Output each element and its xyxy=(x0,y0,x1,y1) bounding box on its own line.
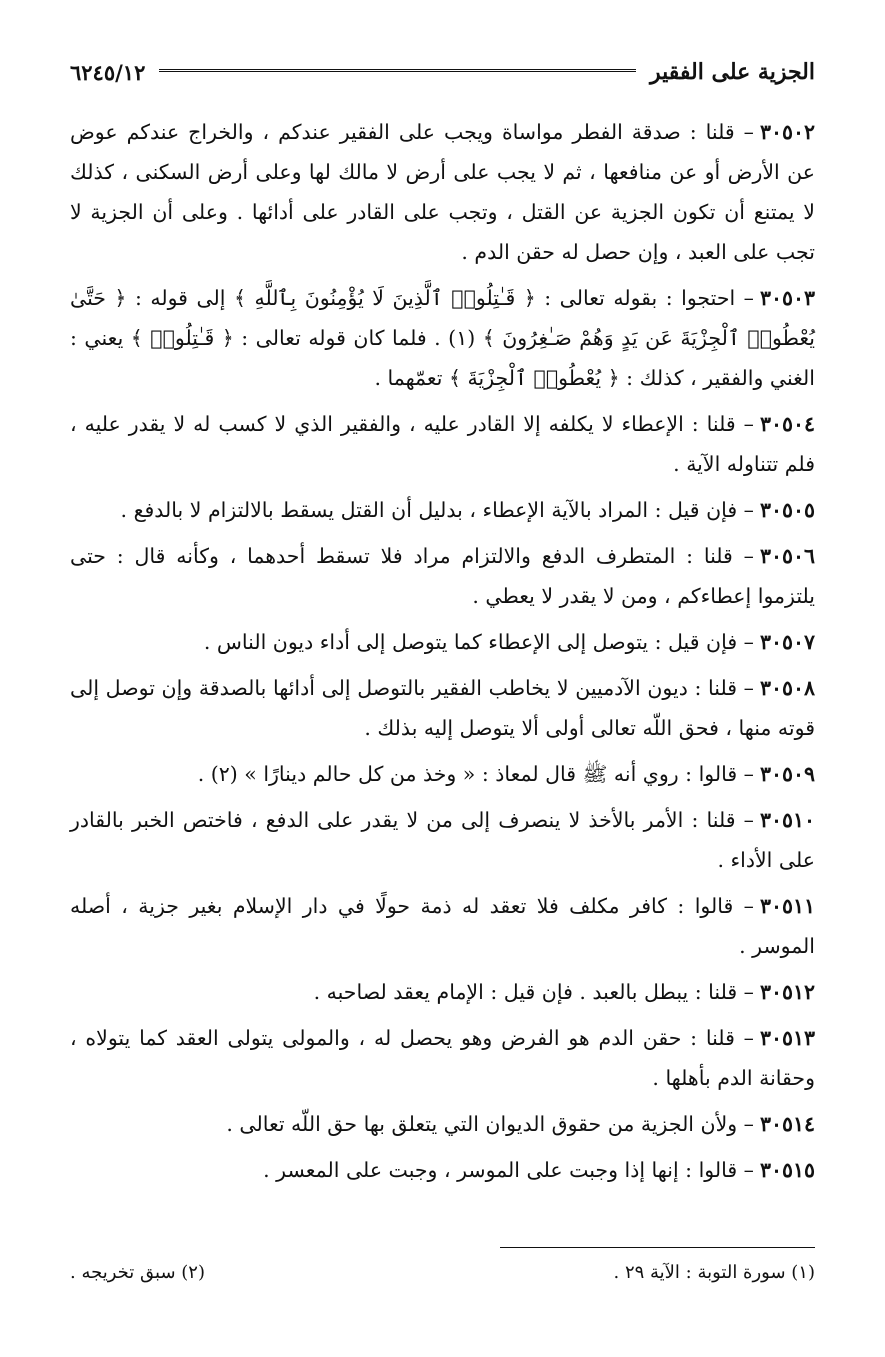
page-reference: ٦٢٤٥/١٢ xyxy=(70,59,146,85)
paragraph xyxy=(70,278,815,398)
paragraph xyxy=(70,1150,815,1190)
paragraph-text: – قلنا : حقن الدم هو الفرض وهو يحصل له ، والمولى يتولى العقد كما يتولاه ، وحقانة الدم بأهلها . xyxy=(70,1026,815,1090)
paragraph-number: ٣٠٥١٤ xyxy=(759,1112,815,1136)
running-title: الجزية على الفقير xyxy=(650,59,815,85)
paragraph xyxy=(70,622,815,662)
paragraph-text: – احتجوا : بقوله تعالى : ﴿ قَـٰتِلُوا۟ ٱلَّذِينَ لَا يُؤْمِنُونَ بِٱللَّهِ ﴾ إلى قوله : ﴿ حَتَّىٰ يُعْطُوا۟ ٱلْجِزْيَةَ عَن يَدٍ وَهُمْ صَـٰغِرُونَ ﴾ (١) . فلما كان قوله تعالى : ﴿ قَـٰتِلُوا۟ ﴾ يعني : الغني والفقير ، كذلك : ﴿ يُعْطُوا۟ ٱلْجِزْيَةَ ﴾ تعمّهما . xyxy=(70,286,816,390)
paragraph xyxy=(70,1018,815,1098)
paragraph-number: ٣٠٥١١ xyxy=(759,894,815,918)
paragraph xyxy=(70,754,815,794)
paragraph-number: ٣٠٥٠٣ xyxy=(759,286,815,310)
paragraph-number: ٣٠٥٠٩ xyxy=(759,762,815,786)
paragraph-text: – قلنا : الأمر بالأخذ لا ينصرف إلى من لا يقدر على الدفع ، فاختص الخبر بالقادر على الأداء . xyxy=(70,808,815,872)
page-header xyxy=(70,52,815,92)
paragraph-number: ٣٠٥٠٦ xyxy=(759,544,815,568)
paragraph-number: ٣٠٥٠٤ xyxy=(759,412,815,436)
header-divider xyxy=(159,69,636,75)
paragraph-number: ٣٠٥١٠ xyxy=(759,808,815,832)
paragraph-number: ٣٠٥١٢ xyxy=(759,980,815,1004)
paragraph-number: ٣٠٥٠٧ xyxy=(759,630,815,654)
footnote-divider xyxy=(500,1247,815,1248)
footnote-1: (١) سورة التوبة : الآية ٢٩ . xyxy=(613,1262,815,1283)
paragraph-text: – قالوا : إنها إذا وجبت على الموسر ، وجبت على المعسر . xyxy=(263,1158,754,1182)
paragraph-number: ٣٠٥٠٨ xyxy=(759,676,815,700)
paragraph-text: – فإن قيل : يتوصل إلى الإعطاء كما يتوصل إلى أداء ديون الناس . xyxy=(203,630,754,654)
paragraph xyxy=(70,800,815,880)
paragraph xyxy=(70,536,815,616)
paragraph-text: – قلنا : الإعطاء لا يكلفه إلا القادر عليه ، والفقير الذي لا كسب له لا يقدر عليه ، فلم تتناوله الآية . xyxy=(70,412,815,476)
paragraph xyxy=(70,490,815,530)
paragraph-number: ٣٠٥٠٥ xyxy=(759,498,815,522)
footnote-2: (٢) سبق تخريجه . xyxy=(70,1262,205,1283)
paragraph-text: – قلنا : ديون الآدميين لا يخاطب الفقير بالتوصل إلى أدائها بالصدقة وإن توصل إلى قوته منها ، فحق اللّه تعالى أولى ألا يتوصل إليه بذلك . xyxy=(70,676,815,740)
footnotes xyxy=(70,1262,815,1283)
page-body xyxy=(70,112,815,1196)
paragraph-text: – قلنا : المتطرف الدفع والالتزام مراد فلا تسقط أحدهما ، وكأنه قال : حتى يلتزموا إعطاءكم ، ومن لا يقدر لا يعطي . xyxy=(70,544,815,608)
paragraph-text: – قلنا : يبطل بالعبد . فإن قيل : الإمام يعقد لصاحبه . xyxy=(313,980,754,1004)
paragraph-text: – قالوا : كافر مكلف فلا تعقد له ذمة حولًا في دار الإسلام بغير جزية ، أصله الموسر . xyxy=(70,894,815,958)
paragraph-number: ٣٠٥١٥ xyxy=(759,1158,815,1182)
paragraph-number: ٣٠٥٠٢ xyxy=(759,120,815,144)
paragraph xyxy=(70,668,815,748)
paragraph-text: – قالوا : روي أنه ﷺ قال لمعاذ : « وخذ من كل حالم دينارًا » (٢) . xyxy=(197,762,754,786)
paragraph xyxy=(70,112,815,272)
paragraph-number: ٣٠٥١٣ xyxy=(759,1026,815,1050)
paragraph-text: – ولأن الجزية من حقوق الديوان التي يتعلق بها حق اللّه تعالى . xyxy=(226,1112,754,1136)
paragraph xyxy=(70,972,815,1012)
paragraph xyxy=(70,886,815,966)
paragraph-text: – قلنا : صدقة الفطر مواساة ويجب على الفقير عندكم ، والخراج عندكم عوض عن الأرض أو عن منافعها ، ثم لا يجب على أرض لا مالك لها وعلى أرض السكنى ، كذلك لا يمتنع أن تكون الجزية عن القتل ، وتجب على القادر على أدائها . وعلى أن الجزية لا تجب على العبد ، وإن حصل له حقن الدم . xyxy=(70,120,815,264)
paragraph-text: – فإن قيل : المراد بالآية الإعطاء ، بدليل أن القتل يسقط بالالتزام لا بالدفع . xyxy=(120,498,754,522)
paragraph xyxy=(70,404,815,484)
paragraph xyxy=(70,1104,815,1144)
